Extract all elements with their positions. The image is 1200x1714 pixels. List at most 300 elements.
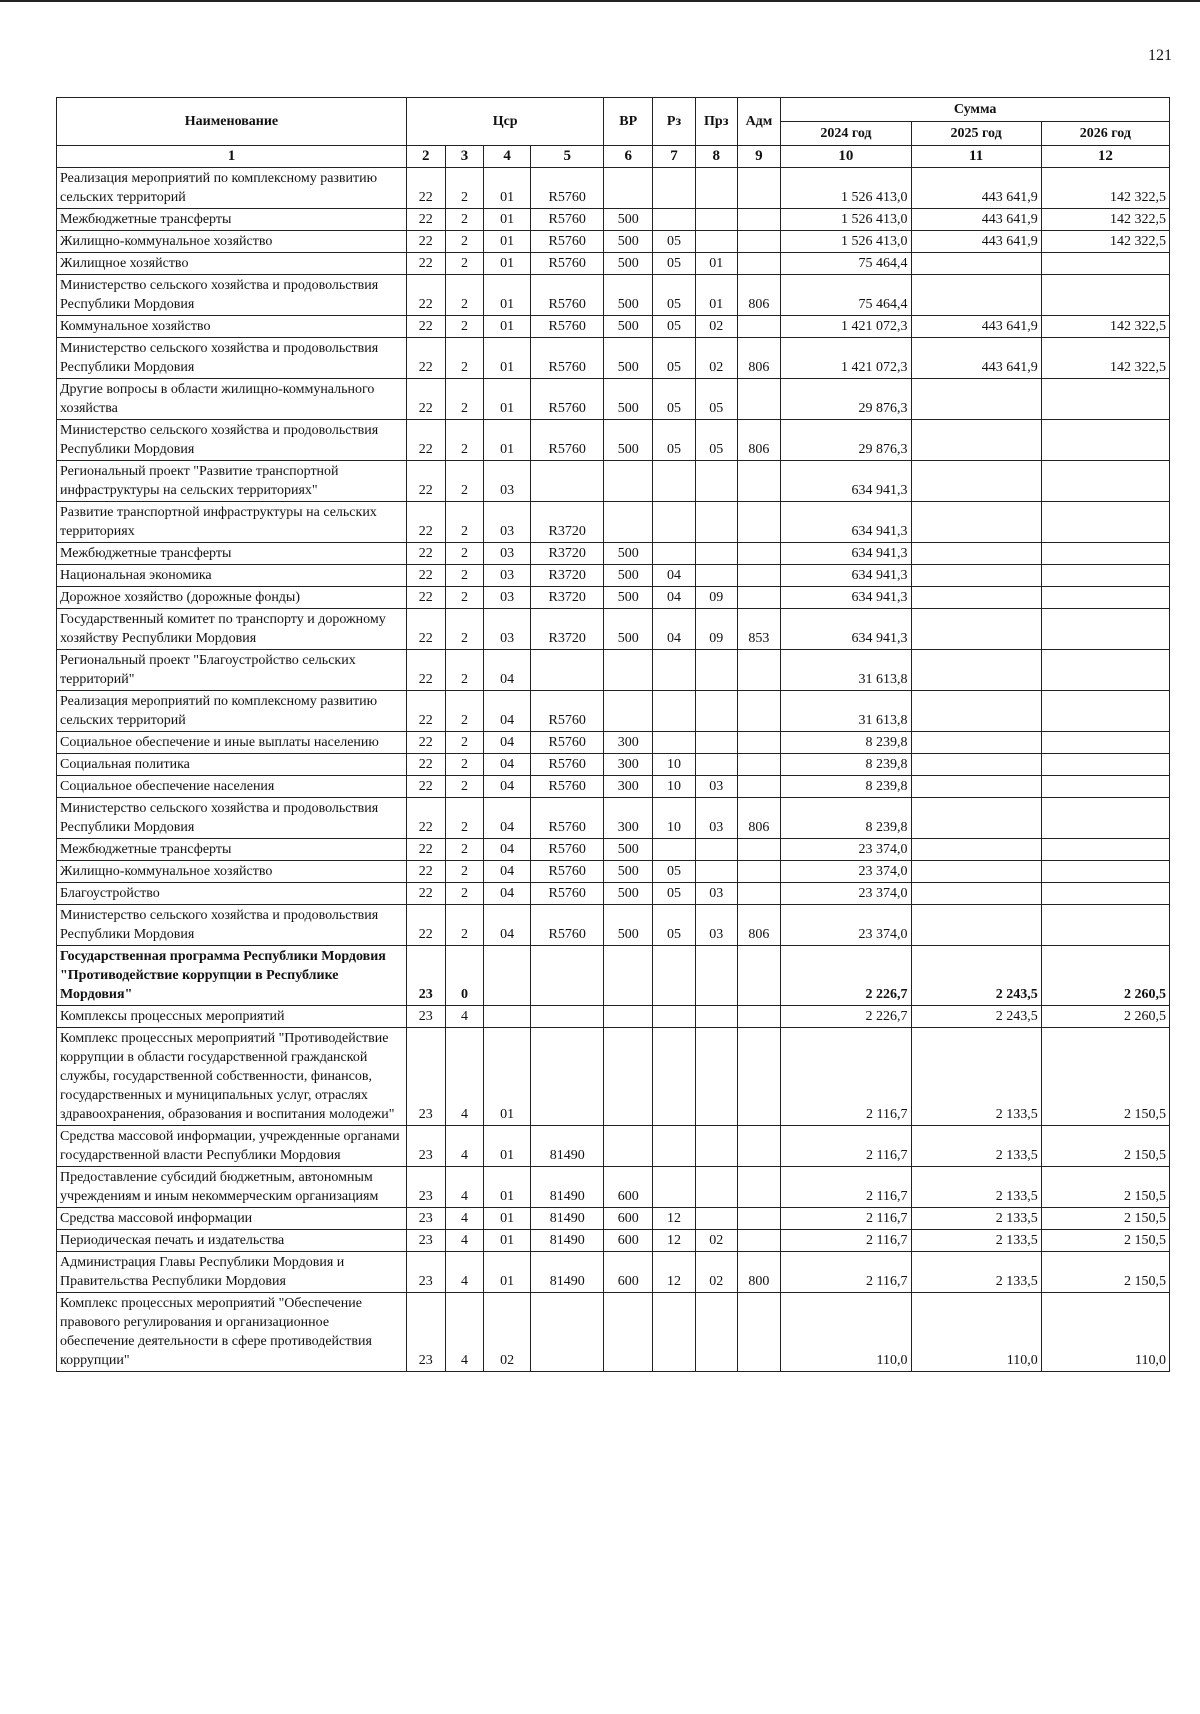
cell-csr-2: 22 bbox=[406, 839, 445, 861]
header-csr: Цср bbox=[406, 98, 603, 146]
cell-csr-5: R5760 bbox=[531, 839, 604, 861]
cell-csr-2: 22 bbox=[406, 905, 445, 946]
cell-csr-3: 2 bbox=[445, 798, 484, 839]
cell-sum-2026 bbox=[1041, 883, 1169, 905]
cell-name: Министерство сельского хозяйства и продовольствия Республики Мордовия bbox=[57, 420, 407, 461]
cell-csr-5: 81490 bbox=[531, 1167, 604, 1208]
cell-name: Государственный комитет по транспорту и дорожному хозяйству Республики Мордовия bbox=[57, 609, 407, 650]
cell-adm: 806 bbox=[737, 798, 781, 839]
col-number: 11 bbox=[911, 146, 1041, 168]
header-prz: Прз bbox=[695, 98, 737, 146]
table-body bbox=[57, 168, 1170, 1372]
header-vr: ВР bbox=[604, 98, 653, 146]
cell-csr-2: 22 bbox=[406, 754, 445, 776]
cell-prz: 03 bbox=[695, 798, 737, 839]
cell-vr: 500 bbox=[604, 883, 653, 905]
cell-sum-2026 bbox=[1041, 905, 1169, 946]
cell-csr-4: 04 bbox=[484, 839, 531, 861]
cell-rz: 05 bbox=[653, 338, 696, 379]
cell-csr-4: 01 bbox=[484, 1126, 531, 1167]
cell-rz: 05 bbox=[653, 420, 696, 461]
cell-adm bbox=[737, 1293, 781, 1372]
table-row bbox=[57, 209, 1170, 231]
cell-csr-4: 04 bbox=[484, 691, 531, 732]
cell-csr-5: R5760 bbox=[531, 861, 604, 883]
cell-sum-2026 bbox=[1041, 565, 1169, 587]
cell-name: Межбюджетные трансферты bbox=[57, 839, 407, 861]
cell-sum-2025: 443 641,9 bbox=[911, 168, 1041, 209]
cell-sum-2025 bbox=[911, 461, 1041, 502]
cell-sum-2026: 2 150,5 bbox=[1041, 1167, 1169, 1208]
cell-sum-2025 bbox=[911, 839, 1041, 861]
table-row bbox=[57, 587, 1170, 609]
cell-csr-5: 81490 bbox=[531, 1230, 604, 1252]
cell-rz bbox=[653, 1167, 696, 1208]
cell-rz: 04 bbox=[653, 587, 696, 609]
cell-csr-4: 01 bbox=[484, 1252, 531, 1293]
cell-vr: 300 bbox=[604, 754, 653, 776]
table-row bbox=[57, 1208, 1170, 1230]
table-row bbox=[57, 609, 1170, 650]
cell-sum-2026: 142 322,5 bbox=[1041, 209, 1169, 231]
cell-vr: 500 bbox=[604, 565, 653, 587]
cell-sum-2026 bbox=[1041, 861, 1169, 883]
cell-adm: 806 bbox=[737, 338, 781, 379]
cell-prz: 02 bbox=[695, 338, 737, 379]
cell-vr bbox=[604, 461, 653, 502]
cell-sum-2025 bbox=[911, 883, 1041, 905]
table-row bbox=[57, 905, 1170, 946]
cell-name: Социальная политика bbox=[57, 754, 407, 776]
cell-sum-2025 bbox=[911, 275, 1041, 316]
cell-sum-2024: 29 876,3 bbox=[781, 420, 911, 461]
cell-name: Жилищное хозяйство bbox=[57, 253, 407, 275]
cell-csr-4: 01 bbox=[484, 231, 531, 253]
cell-rz bbox=[653, 543, 696, 565]
cell-sum-2026 bbox=[1041, 650, 1169, 691]
cell-prz bbox=[695, 1028, 737, 1126]
cell-csr-5: 81490 bbox=[531, 1126, 604, 1167]
cell-adm bbox=[737, 1028, 781, 1126]
cell-name: Региональный проект "Благоустройство сельских территорий" bbox=[57, 650, 407, 691]
cell-csr-2: 22 bbox=[406, 461, 445, 502]
cell-csr-3: 2 bbox=[445, 565, 484, 587]
cell-vr bbox=[604, 168, 653, 209]
cell-prz bbox=[695, 839, 737, 861]
table-row bbox=[57, 754, 1170, 776]
cell-adm bbox=[737, 316, 781, 338]
col-number: 1 bbox=[57, 146, 407, 168]
cell-csr-4: 02 bbox=[484, 1293, 531, 1372]
cell-prz bbox=[695, 946, 737, 1006]
table-row bbox=[57, 732, 1170, 754]
cell-rz: 04 bbox=[653, 565, 696, 587]
cell-rz bbox=[653, 1006, 696, 1028]
cell-csr-2: 22 bbox=[406, 732, 445, 754]
table-row bbox=[57, 1028, 1170, 1126]
cell-csr-4: 01 bbox=[484, 420, 531, 461]
cell-sum-2024: 8 239,8 bbox=[781, 732, 911, 754]
cell-csr-4: 04 bbox=[484, 732, 531, 754]
cell-sum-2024: 110,0 bbox=[781, 1293, 911, 1372]
cell-prz bbox=[695, 565, 737, 587]
cell-csr-5 bbox=[531, 1293, 604, 1372]
cell-rz bbox=[653, 732, 696, 754]
cell-vr: 600 bbox=[604, 1167, 653, 1208]
cell-name: Министерство сельского хозяйства и продовольствия Республики Мордовия bbox=[57, 798, 407, 839]
cell-name: Жилищно-коммунальное хозяйство bbox=[57, 861, 407, 883]
cell-csr-5: R5760 bbox=[531, 732, 604, 754]
cell-csr-4: 03 bbox=[484, 543, 531, 565]
cell-adm bbox=[737, 1006, 781, 1028]
cell-prz bbox=[695, 209, 737, 231]
cell-prz: 03 bbox=[695, 905, 737, 946]
cell-sum-2026: 142 322,5 bbox=[1041, 338, 1169, 379]
cell-adm bbox=[737, 379, 781, 420]
cell-name: Периодическая печать и издательства bbox=[57, 1230, 407, 1252]
cell-prz bbox=[695, 861, 737, 883]
cell-rz: 05 bbox=[653, 905, 696, 946]
cell-csr-2: 22 bbox=[406, 379, 445, 420]
cell-csr-5: R3720 bbox=[531, 543, 604, 565]
cell-vr: 600 bbox=[604, 1208, 653, 1230]
cell-sum-2026: 2 150,5 bbox=[1041, 1230, 1169, 1252]
cell-sum-2025 bbox=[911, 732, 1041, 754]
cell-csr-4: 04 bbox=[484, 905, 531, 946]
cell-name: Средства массовой информации, учрежденные органами государственной власти Республики Мордовия bbox=[57, 1126, 407, 1167]
cell-adm bbox=[737, 565, 781, 587]
cell-vr: 500 bbox=[604, 543, 653, 565]
cell-sum-2026: 2 150,5 bbox=[1041, 1028, 1169, 1126]
cell-prz: 01 bbox=[695, 275, 737, 316]
cell-rz: 10 bbox=[653, 798, 696, 839]
cell-prz bbox=[695, 754, 737, 776]
cell-csr-4: 04 bbox=[484, 861, 531, 883]
cell-sum-2026 bbox=[1041, 461, 1169, 502]
cell-sum-2026 bbox=[1041, 253, 1169, 275]
cell-csr-4 bbox=[484, 1006, 531, 1028]
cell-csr-3: 2 bbox=[445, 754, 484, 776]
cell-prz: 01 bbox=[695, 253, 737, 275]
cell-csr-3: 0 bbox=[445, 946, 484, 1006]
cell-vr: 500 bbox=[604, 905, 653, 946]
cell-csr-4: 03 bbox=[484, 502, 531, 543]
budget-table bbox=[56, 97, 1170, 1372]
cell-name: Средства массовой информации bbox=[57, 1208, 407, 1230]
cell-sum-2025: 443 641,9 bbox=[911, 338, 1041, 379]
cell-adm bbox=[737, 1126, 781, 1167]
cell-prz bbox=[695, 1126, 737, 1167]
cell-sum-2025: 2 243,5 bbox=[911, 946, 1041, 1006]
cell-csr-5: R5760 bbox=[531, 883, 604, 905]
cell-adm bbox=[737, 839, 781, 861]
cell-sum-2025: 2 133,5 bbox=[911, 1167, 1041, 1208]
cell-sum-2026 bbox=[1041, 275, 1169, 316]
cell-sum-2025 bbox=[911, 565, 1041, 587]
cell-csr-5: R5760 bbox=[531, 754, 604, 776]
cell-csr-2: 23 bbox=[406, 1252, 445, 1293]
cell-prz: 05 bbox=[695, 420, 737, 461]
cell-csr-3: 2 bbox=[445, 609, 484, 650]
cell-csr-5: R5760 bbox=[531, 776, 604, 798]
cell-sum-2025: 443 641,9 bbox=[911, 209, 1041, 231]
cell-csr-2: 23 bbox=[406, 1167, 445, 1208]
cell-csr-3: 2 bbox=[445, 861, 484, 883]
cell-name: Администрация Главы Республики Мордовия и Правительства Республики Мордовия bbox=[57, 1252, 407, 1293]
cell-csr-3: 2 bbox=[445, 587, 484, 609]
cell-sum-2024: 31 613,8 bbox=[781, 650, 911, 691]
cell-rz bbox=[653, 461, 696, 502]
col-number: 8 bbox=[695, 146, 737, 168]
cell-vr bbox=[604, 946, 653, 1006]
header-rz: Рз bbox=[653, 98, 696, 146]
cell-sum-2025: 2 133,5 bbox=[911, 1028, 1041, 1126]
cell-adm bbox=[737, 1230, 781, 1252]
cell-csr-4: 01 bbox=[484, 1028, 531, 1126]
cell-rz: 05 bbox=[653, 379, 696, 420]
cell-name: Комплекс процессных мероприятий "Обеспечение правового регулирования и организационное обеспечение деятельности в сфере противодействия коррупции" bbox=[57, 1293, 407, 1372]
cell-csr-3: 2 bbox=[445, 379, 484, 420]
cell-adm: 806 bbox=[737, 420, 781, 461]
cell-sum-2025 bbox=[911, 609, 1041, 650]
cell-csr-2: 22 bbox=[406, 543, 445, 565]
table-row bbox=[57, 1006, 1170, 1028]
table-row bbox=[57, 275, 1170, 316]
cell-csr-3: 4 bbox=[445, 1252, 484, 1293]
cell-csr-5: R5760 bbox=[531, 316, 604, 338]
cell-adm bbox=[737, 168, 781, 209]
table-row bbox=[57, 776, 1170, 798]
cell-csr-3: 2 bbox=[445, 316, 484, 338]
cell-sum-2026 bbox=[1041, 543, 1169, 565]
cell-sum-2024: 2 116,7 bbox=[781, 1252, 911, 1293]
cell-csr-5: R5760 bbox=[531, 905, 604, 946]
top-border-line bbox=[0, 0, 1200, 2]
cell-csr-4: 01 bbox=[484, 209, 531, 231]
cell-csr-2: 22 bbox=[406, 883, 445, 905]
cell-sum-2025 bbox=[911, 754, 1041, 776]
cell-sum-2025: 2 243,5 bbox=[911, 1006, 1041, 1028]
cell-adm bbox=[737, 1208, 781, 1230]
cell-sum-2024: 1 421 072,3 bbox=[781, 338, 911, 379]
header-year-2025: 2025 год bbox=[911, 122, 1041, 146]
cell-csr-3: 4 bbox=[445, 1208, 484, 1230]
cell-sum-2026 bbox=[1041, 754, 1169, 776]
cell-csr-3: 2 bbox=[445, 420, 484, 461]
cell-vr bbox=[604, 691, 653, 732]
cell-csr-4: 03 bbox=[484, 587, 531, 609]
cell-sum-2025 bbox=[911, 379, 1041, 420]
cell-prz bbox=[695, 543, 737, 565]
cell-vr: 500 bbox=[604, 275, 653, 316]
header-sum: Сумма bbox=[781, 98, 1170, 122]
cell-sum-2025: 2 133,5 bbox=[911, 1126, 1041, 1167]
table-row bbox=[57, 502, 1170, 543]
cell-rz bbox=[653, 946, 696, 1006]
cell-sum-2026 bbox=[1041, 502, 1169, 543]
cell-csr-4: 04 bbox=[484, 798, 531, 839]
table-row bbox=[57, 565, 1170, 587]
cell-prz: 09 bbox=[695, 609, 737, 650]
cell-sum-2024: 634 941,3 bbox=[781, 461, 911, 502]
cell-prz bbox=[695, 650, 737, 691]
cell-sum-2026 bbox=[1041, 732, 1169, 754]
cell-csr-5: R5760 bbox=[531, 379, 604, 420]
cell-prz: 02 bbox=[695, 316, 737, 338]
cell-sum-2024: 1 526 413,0 bbox=[781, 168, 911, 209]
cell-rz: 10 bbox=[653, 776, 696, 798]
cell-rz bbox=[653, 209, 696, 231]
cell-prz bbox=[695, 732, 737, 754]
cell-sum-2024: 23 374,0 bbox=[781, 839, 911, 861]
cell-prz: 05 bbox=[695, 379, 737, 420]
cell-csr-2: 22 bbox=[406, 168, 445, 209]
cell-adm bbox=[737, 754, 781, 776]
cell-prz bbox=[695, 1167, 737, 1208]
cell-rz bbox=[653, 650, 696, 691]
cell-vr: 500 bbox=[604, 253, 653, 275]
cell-sum-2024: 634 941,3 bbox=[781, 502, 911, 543]
cell-rz bbox=[653, 1028, 696, 1126]
cell-sum-2026 bbox=[1041, 839, 1169, 861]
cell-csr-3: 4 bbox=[445, 1028, 484, 1126]
cell-sum-2024: 23 374,0 bbox=[781, 861, 911, 883]
cell-vr bbox=[604, 1028, 653, 1126]
header-name: Наименование bbox=[57, 98, 407, 146]
cell-csr-2: 23 bbox=[406, 1293, 445, 1372]
cell-csr-2: 23 bbox=[406, 1230, 445, 1252]
cell-name: Региональный проект "Развитие транспортной инфраструктуры на сельских территориях" bbox=[57, 461, 407, 502]
cell-prz: 03 bbox=[695, 776, 737, 798]
cell-vr: 300 bbox=[604, 732, 653, 754]
cell-csr-3: 4 bbox=[445, 1006, 484, 1028]
cell-csr-3: 4 bbox=[445, 1126, 484, 1167]
cell-sum-2024: 23 374,0 bbox=[781, 905, 911, 946]
cell-csr-4: 01 bbox=[484, 338, 531, 379]
cell-csr-4 bbox=[484, 946, 531, 1006]
cell-adm: 853 bbox=[737, 609, 781, 650]
cell-csr-2: 22 bbox=[406, 587, 445, 609]
cell-adm bbox=[737, 946, 781, 1006]
cell-sum-2026 bbox=[1041, 691, 1169, 732]
cell-sum-2026: 142 322,5 bbox=[1041, 231, 1169, 253]
table-row bbox=[57, 839, 1170, 861]
cell-csr-4: 04 bbox=[484, 883, 531, 905]
cell-sum-2025 bbox=[911, 776, 1041, 798]
cell-vr: 500 bbox=[604, 379, 653, 420]
cell-csr-2: 22 bbox=[406, 502, 445, 543]
cell-csr-3: 2 bbox=[445, 253, 484, 275]
cell-vr bbox=[604, 1293, 653, 1372]
table-row bbox=[57, 883, 1170, 905]
cell-csr-4: 04 bbox=[484, 754, 531, 776]
cell-adm: 800 bbox=[737, 1252, 781, 1293]
cell-name: Коммунальное хозяйство bbox=[57, 316, 407, 338]
table-row bbox=[57, 1126, 1170, 1167]
table-row bbox=[57, 691, 1170, 732]
cell-sum-2025 bbox=[911, 650, 1041, 691]
cell-sum-2025: 443 641,9 bbox=[911, 231, 1041, 253]
cell-sum-2025 bbox=[911, 502, 1041, 543]
table-row bbox=[57, 316, 1170, 338]
cell-sum-2026 bbox=[1041, 776, 1169, 798]
cell-csr-4: 03 bbox=[484, 565, 531, 587]
cell-sum-2025 bbox=[911, 691, 1041, 732]
cell-sum-2025 bbox=[911, 420, 1041, 461]
col-number: 10 bbox=[781, 146, 911, 168]
cell-rz bbox=[653, 502, 696, 543]
cell-csr-3: 2 bbox=[445, 543, 484, 565]
cell-name: Министерство сельского хозяйства и продовольствия Республики Мордовия bbox=[57, 338, 407, 379]
cell-vr: 500 bbox=[604, 609, 653, 650]
cell-sum-2024: 75 464,4 bbox=[781, 253, 911, 275]
cell-adm bbox=[737, 587, 781, 609]
cell-sum-2026: 2 150,5 bbox=[1041, 1208, 1169, 1230]
cell-csr-5: R5760 bbox=[531, 338, 604, 379]
cell-sum-2025 bbox=[911, 587, 1041, 609]
cell-prz bbox=[695, 168, 737, 209]
cell-name: Другие вопросы в области жилищно-коммунального хозяйства bbox=[57, 379, 407, 420]
cell-csr-2: 22 bbox=[406, 609, 445, 650]
cell-csr-5 bbox=[531, 946, 604, 1006]
cell-csr-2: 23 bbox=[406, 1006, 445, 1028]
cell-rz: 12 bbox=[653, 1208, 696, 1230]
cell-name: Межбюджетные трансферты bbox=[57, 209, 407, 231]
cell-sum-2024: 8 239,8 bbox=[781, 798, 911, 839]
col-number: 6 bbox=[604, 146, 653, 168]
cell-adm: 806 bbox=[737, 275, 781, 316]
table-row bbox=[57, 861, 1170, 883]
cell-vr: 500 bbox=[604, 839, 653, 861]
cell-sum-2026: 110,0 bbox=[1041, 1293, 1169, 1372]
cell-prz: 09 bbox=[695, 587, 737, 609]
cell-sum-2026 bbox=[1041, 798, 1169, 839]
cell-prz bbox=[695, 1208, 737, 1230]
cell-sum-2024: 2 226,7 bbox=[781, 1006, 911, 1028]
table-row bbox=[57, 420, 1170, 461]
cell-rz bbox=[653, 839, 696, 861]
cell-name: Благоустройство bbox=[57, 883, 407, 905]
cell-name: Комплекс процессных мероприятий "Противодействие коррупции в области государственной гражданской службы, государственной собственности, финансов, государственных и муниципальных услуг, отраслях здравоохранения, образования и воспитания молодежи" bbox=[57, 1028, 407, 1126]
table-row bbox=[57, 338, 1170, 379]
cell-csr-4: 01 bbox=[484, 316, 531, 338]
cell-rz: 05 bbox=[653, 883, 696, 905]
cell-prz bbox=[695, 502, 737, 543]
cell-sum-2025: 2 133,5 bbox=[911, 1230, 1041, 1252]
cell-csr-5: R3720 bbox=[531, 502, 604, 543]
cell-vr: 300 bbox=[604, 798, 653, 839]
cell-csr-3: 2 bbox=[445, 776, 484, 798]
cell-csr-5: R5760 bbox=[531, 420, 604, 461]
cell-rz bbox=[653, 1126, 696, 1167]
cell-sum-2025 bbox=[911, 905, 1041, 946]
cell-sum-2024: 1 526 413,0 bbox=[781, 231, 911, 253]
header-year-2026: 2026 год bbox=[1041, 122, 1169, 146]
cell-csr-3: 2 bbox=[445, 502, 484, 543]
cell-vr: 600 bbox=[604, 1230, 653, 1252]
cell-vr: 600 bbox=[604, 1252, 653, 1293]
cell-sum-2026: 2 150,5 bbox=[1041, 1252, 1169, 1293]
table-row bbox=[57, 1293, 1170, 1372]
table-row bbox=[57, 461, 1170, 502]
cell-rz: 05 bbox=[653, 275, 696, 316]
col-number: 2 bbox=[406, 146, 445, 168]
cell-csr-2: 22 bbox=[406, 338, 445, 379]
cell-csr-2: 22 bbox=[406, 253, 445, 275]
cell-csr-3: 2 bbox=[445, 839, 484, 861]
cell-csr-5 bbox=[531, 461, 604, 502]
cell-csr-4: 01 bbox=[484, 1230, 531, 1252]
